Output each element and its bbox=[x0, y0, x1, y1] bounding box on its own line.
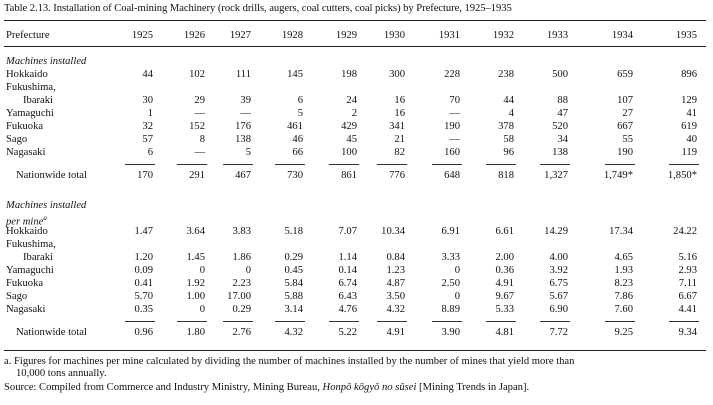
table-row bbox=[0, 251, 713, 264]
table-cell: 0 bbox=[245, 265, 251, 276]
table-cell: 3.83 bbox=[232, 226, 251, 237]
total-rule bbox=[125, 164, 155, 165]
total-label: Nationwide total bbox=[16, 327, 87, 338]
table-cell: — bbox=[240, 108, 251, 119]
table-cell: 4 bbox=[508, 108, 514, 119]
table-cell: 47 bbox=[557, 108, 568, 119]
table-cell: 66 bbox=[292, 147, 303, 158]
row-label: Ibaraki bbox=[23, 252, 53, 263]
table-cell: 145 bbox=[287, 69, 303, 80]
table-cell: — bbox=[194, 147, 205, 158]
table-cell: 8.89 bbox=[441, 304, 460, 315]
total-rule bbox=[669, 164, 699, 165]
table-cell: 24.22 bbox=[673, 226, 697, 237]
table-cell: 2.23 bbox=[232, 278, 251, 289]
table-cell: 0.41 bbox=[134, 278, 153, 289]
table-cell: 24 bbox=[346, 95, 357, 106]
table-cell: 129 bbox=[681, 95, 697, 106]
header-rule bbox=[4, 46, 706, 47]
total-rule bbox=[432, 164, 462, 165]
bottom-rule bbox=[4, 350, 706, 351]
row-label: Fukuoka bbox=[6, 278, 44, 289]
table-cell: 6.90 bbox=[549, 304, 568, 315]
table-cell: 100 bbox=[341, 147, 357, 158]
top-rule bbox=[4, 20, 706, 21]
table-cell: 0.29 bbox=[284, 252, 303, 263]
table-cell: 228 bbox=[444, 69, 460, 80]
table-cell: 2.93 bbox=[678, 265, 697, 276]
table-cell: 0.09 bbox=[134, 265, 153, 276]
total-row bbox=[0, 326, 713, 339]
table-cell: 6.91 bbox=[441, 226, 460, 237]
table-cell: 1 bbox=[147, 108, 153, 119]
table-cell: 5.16 bbox=[678, 252, 697, 263]
table-cell: 0.84 bbox=[386, 252, 405, 263]
table-cell: 27 bbox=[622, 108, 633, 119]
footnote-line-2: 10,000 tons annually. bbox=[16, 368, 107, 379]
table-cell: 500 bbox=[552, 69, 568, 80]
table-cell: 4.87 bbox=[386, 278, 405, 289]
table-cell: 29 bbox=[194, 95, 205, 106]
table-cell: 3.92 bbox=[549, 265, 568, 276]
table-cell: 1.92 bbox=[186, 278, 205, 289]
table-cell: 1.47 bbox=[134, 226, 153, 237]
table-cell: 119 bbox=[681, 147, 697, 158]
table-cell: 5.88 bbox=[284, 291, 303, 302]
table-cell: 5.18 bbox=[284, 226, 303, 237]
table-cell: 619 bbox=[681, 121, 697, 132]
table-cell: 4.65 bbox=[614, 252, 633, 263]
table-row bbox=[0, 238, 713, 251]
footnote-line-1: a. Figures for machines per mine calculated by dividing the number of machines installed by the number of mines that yield more than bbox=[4, 356, 575, 367]
row-label: Yamaguchi bbox=[6, 108, 54, 119]
table-cell: 4.76 bbox=[338, 304, 357, 315]
table-row bbox=[0, 264, 713, 277]
table-row bbox=[0, 290, 713, 303]
total-cell: 4.91 bbox=[386, 327, 405, 338]
year-header: 1931 bbox=[438, 30, 460, 41]
table-cell: 3.50 bbox=[386, 291, 405, 302]
total-rule bbox=[669, 321, 699, 322]
table-cell: 8 bbox=[199, 134, 205, 145]
table-cell: — bbox=[194, 108, 205, 119]
total-rule bbox=[125, 321, 155, 322]
table-cell: 3.33 bbox=[441, 252, 460, 263]
table-cell: 300 bbox=[389, 69, 405, 80]
table-row bbox=[0, 277, 713, 290]
table-cell: 45 bbox=[346, 134, 357, 145]
table-cell: 0 bbox=[199, 304, 205, 315]
table-row bbox=[0, 107, 713, 120]
table-cell: 378 bbox=[498, 121, 514, 132]
total-cell: 0.96 bbox=[134, 327, 153, 338]
total-cell: 776 bbox=[389, 170, 405, 181]
table-cell: 2.00 bbox=[495, 252, 514, 263]
table-cell: 4.32 bbox=[386, 304, 405, 315]
table-cell: 0 bbox=[454, 291, 460, 302]
year-header: 1928 bbox=[281, 30, 303, 41]
row-label: Fukushima, bbox=[6, 82, 56, 93]
total-rule bbox=[223, 321, 253, 322]
total-cell: 291 bbox=[189, 170, 205, 181]
total-cell: 3.90 bbox=[441, 327, 460, 338]
table-cell: 17.34 bbox=[609, 226, 633, 237]
table-cell: 44 bbox=[503, 95, 514, 106]
section-heading-text: per mine$^a$ bbox=[6, 214, 47, 228]
total-cell: 648 bbox=[444, 170, 460, 181]
section-heading bbox=[0, 212, 713, 228]
total-cell: 1,749* bbox=[603, 170, 633, 181]
table-cell: 7.86 bbox=[614, 291, 633, 302]
total-cell: 2.76 bbox=[232, 327, 251, 338]
year-header: 1934 bbox=[611, 30, 633, 41]
table-cell: 16 bbox=[394, 108, 405, 119]
table-cell: 341 bbox=[389, 121, 405, 132]
table-cell: 102 bbox=[189, 69, 205, 80]
table-cell: 7.11 bbox=[678, 278, 697, 289]
table-cell: 32 bbox=[142, 121, 153, 132]
row-label: Fukushima, bbox=[6, 239, 56, 250]
table-cell: 190 bbox=[444, 121, 460, 132]
table-cell: 6 bbox=[147, 147, 153, 158]
table-cell: 10.34 bbox=[381, 226, 405, 237]
table-cell: 160 bbox=[444, 147, 460, 158]
table-cell: 7.07 bbox=[338, 226, 357, 237]
table-cell: 17.00 bbox=[227, 291, 251, 302]
table-cell: 6.43 bbox=[338, 291, 357, 302]
source-prefix: Source: Compiled from Commerce and Industry Ministry, Mining Bureau, bbox=[4, 382, 323, 393]
table-row bbox=[0, 303, 713, 316]
total-cell: 861 bbox=[341, 170, 357, 181]
table-cell: 14.29 bbox=[544, 226, 568, 237]
total-rule bbox=[605, 164, 635, 165]
total-rule bbox=[275, 321, 305, 322]
total-cell: 1.80 bbox=[186, 327, 205, 338]
table-cell: 138 bbox=[235, 134, 251, 145]
table-cell: 6 bbox=[297, 95, 303, 106]
table-cell: 429 bbox=[341, 121, 357, 132]
table-cell: — bbox=[449, 134, 460, 145]
total-rule bbox=[377, 164, 407, 165]
total-rule bbox=[177, 321, 207, 322]
table-cell: 190 bbox=[617, 147, 633, 158]
table-cell: 238 bbox=[498, 69, 514, 80]
total-cell: 1,327 bbox=[544, 170, 568, 181]
total-rule bbox=[377, 321, 407, 322]
table-row bbox=[0, 146, 713, 159]
table-cell: 82 bbox=[394, 147, 405, 158]
source-title: Honpō kōgyō no sūsei bbox=[322, 382, 417, 393]
table-cell: 88 bbox=[557, 95, 568, 106]
row-label: Hokkaido bbox=[6, 69, 48, 80]
year-header: 1932 bbox=[492, 30, 514, 41]
table-row bbox=[0, 94, 713, 107]
table-cell: 0.29 bbox=[232, 304, 251, 315]
row-label: Hokkaido bbox=[6, 226, 48, 237]
table-cell: 461 bbox=[287, 121, 303, 132]
table-cell: 0.35 bbox=[134, 304, 153, 315]
table-cell: 5.70 bbox=[134, 291, 153, 302]
total-rule bbox=[486, 321, 516, 322]
total-cell: 7.72 bbox=[549, 327, 568, 338]
table-cell: 8.23 bbox=[614, 278, 633, 289]
section-heading-text: Machines installed bbox=[6, 200, 87, 211]
total-rule bbox=[177, 164, 207, 165]
total-cell: 1,850* bbox=[667, 170, 697, 181]
row-label: Yamaguchi bbox=[6, 265, 54, 276]
table-cell: 6.75 bbox=[549, 278, 568, 289]
row-label: Ibaraki bbox=[23, 95, 53, 106]
section-heading-text: Machines installed bbox=[6, 56, 87, 67]
table-cell: 96 bbox=[503, 147, 514, 158]
table-cell: 1.23 bbox=[386, 265, 405, 276]
table-row bbox=[0, 133, 713, 146]
header-row bbox=[0, 29, 713, 42]
table-cell: 4.00 bbox=[549, 252, 568, 263]
table-cell: 9.67 bbox=[495, 291, 514, 302]
table-row bbox=[0, 120, 713, 133]
table-cell: 41 bbox=[686, 108, 697, 119]
header-label: Prefecture bbox=[6, 30, 50, 41]
table-cell: 4.41 bbox=[678, 304, 697, 315]
table-cell: 667 bbox=[617, 121, 633, 132]
table-cell: 39 bbox=[240, 95, 251, 106]
row-label: Sago bbox=[6, 134, 28, 145]
table-cell: 138 bbox=[552, 147, 568, 158]
table-cell: 0.36 bbox=[495, 265, 514, 276]
row-label: Sago bbox=[6, 291, 28, 302]
total-cell: 730 bbox=[287, 170, 303, 181]
row-label: Fukuoka bbox=[6, 121, 44, 132]
table-title: Table 2.13. Installation of Coal-mining Machinery (rock drills, augers, coal cutters, coal picks) by Prefecture, 1925–1935 bbox=[4, 3, 512, 14]
total-cell: 9.25 bbox=[614, 327, 633, 338]
table-cell: 57 bbox=[142, 134, 153, 145]
table-cell: 1.86 bbox=[232, 252, 251, 263]
year-header: 1927 bbox=[229, 30, 251, 41]
table-cell: 34 bbox=[557, 134, 568, 145]
section-heading bbox=[0, 199, 713, 212]
table-cell: 40 bbox=[686, 134, 697, 145]
table-cell: 46 bbox=[292, 134, 303, 145]
table-cell: 58 bbox=[503, 134, 514, 145]
total-rule bbox=[329, 321, 359, 322]
table-cell: 176 bbox=[235, 121, 251, 132]
table-cell: 70 bbox=[449, 95, 460, 106]
table-cell: 107 bbox=[617, 95, 633, 106]
table-row bbox=[0, 225, 713, 238]
table-cell: 0 bbox=[454, 265, 460, 276]
year-header: 1926 bbox=[183, 30, 205, 41]
row-label: Nagasaki bbox=[6, 304, 46, 315]
total-rule bbox=[223, 164, 253, 165]
total-rule bbox=[275, 164, 305, 165]
table-cell: 4.91 bbox=[495, 278, 514, 289]
table-cell: 111 bbox=[235, 69, 251, 80]
table-cell: 7.60 bbox=[614, 304, 633, 315]
table-row bbox=[0, 68, 713, 81]
table-cell: 1.14 bbox=[338, 252, 357, 263]
table-cell: 6.61 bbox=[495, 226, 514, 237]
table-cell: 0.45 bbox=[284, 265, 303, 276]
total-cell: 9.34 bbox=[678, 327, 697, 338]
source-suffix: [Mining Trends in Japan]. bbox=[416, 382, 530, 393]
row-label: Nagasaki bbox=[6, 147, 46, 158]
table-cell: 5.67 bbox=[549, 291, 568, 302]
total-cell: 818 bbox=[498, 170, 514, 181]
table-cell: 152 bbox=[189, 121, 205, 132]
total-row bbox=[0, 169, 713, 182]
table-row bbox=[0, 81, 713, 94]
source-note bbox=[4, 381, 529, 394]
year-header: 1925 bbox=[131, 30, 153, 41]
table-cell: 3.64 bbox=[186, 226, 205, 237]
table-cell: 2 bbox=[351, 108, 357, 119]
table-cell: 5 bbox=[297, 108, 303, 119]
total-cell: 4.81 bbox=[495, 327, 514, 338]
year-header: 1935 bbox=[675, 30, 697, 41]
total-cell: 467 bbox=[235, 170, 251, 181]
year-header: 1933 bbox=[546, 30, 568, 41]
total-rule bbox=[486, 164, 516, 165]
total-cell: 170 bbox=[137, 170, 153, 181]
table-cell: 30 bbox=[142, 95, 153, 106]
table-cell: 5 bbox=[245, 147, 251, 158]
total-label: Nationwide total bbox=[16, 170, 87, 181]
table-cell: 6.74 bbox=[338, 278, 357, 289]
table-cell: 0.14 bbox=[338, 265, 357, 276]
table-cell: 659 bbox=[617, 69, 633, 80]
total-cell: 4.32 bbox=[284, 327, 303, 338]
total-rule bbox=[605, 321, 635, 322]
table-cell: 55 bbox=[622, 134, 633, 145]
table-cell: 896 bbox=[681, 69, 697, 80]
table-cell: 16 bbox=[394, 95, 405, 106]
table-cell: 21 bbox=[394, 134, 405, 145]
table-cell: 1.45 bbox=[186, 252, 205, 263]
table-cell: 6.67 bbox=[678, 291, 697, 302]
table-cell: 5.33 bbox=[495, 304, 514, 315]
total-rule bbox=[540, 321, 570, 322]
year-header: 1930 bbox=[383, 30, 405, 41]
table-cell: 2.50 bbox=[441, 278, 460, 289]
table-cell: 3.14 bbox=[284, 304, 303, 315]
table-cell: 520 bbox=[552, 121, 568, 132]
section-heading bbox=[0, 55, 713, 68]
table-cell: 1.00 bbox=[186, 291, 205, 302]
table-cell: 5.84 bbox=[284, 278, 303, 289]
table-cell: 198 bbox=[341, 69, 357, 80]
total-cell: 5.22 bbox=[338, 327, 357, 338]
table-cell: 1.93 bbox=[614, 265, 633, 276]
total-rule bbox=[432, 321, 462, 322]
table-cell: 44 bbox=[142, 69, 153, 80]
year-header: 1929 bbox=[335, 30, 357, 41]
total-rule bbox=[540, 164, 570, 165]
table-cell: 0 bbox=[199, 265, 205, 276]
footnote-marker: a bbox=[43, 214, 47, 222]
total-rule bbox=[329, 164, 359, 165]
table-cell: — bbox=[449, 108, 460, 119]
table-cell: 1.20 bbox=[134, 252, 153, 263]
